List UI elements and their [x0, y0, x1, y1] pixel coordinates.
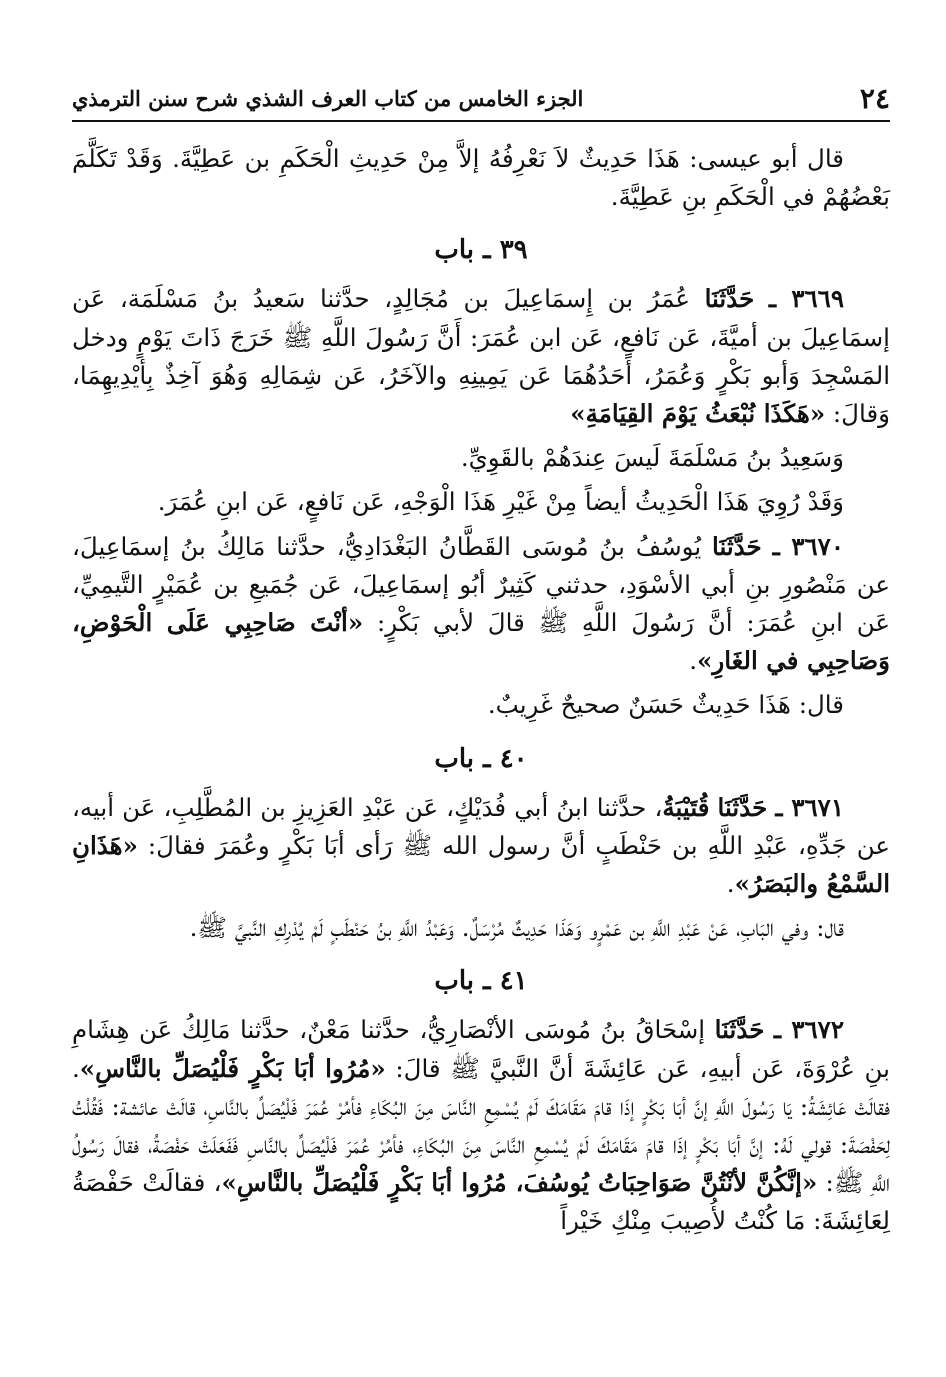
hadith-number: ٣٦٦٩ ـ: [768, 284, 844, 314]
hadith-3670: [72, 528, 890, 681]
hadith-text: عُمَرُ بن إِسمَاعِيلَ بن مُجَالِدٍ، حدَّثنا سَعيدُ بنُ مَسْلَمَة، عَن إسمَاعِيلَ بن أميَّةَ، عَن نَافعٍ، عَن ابن عُمَرَ: أَنَّ رَسُولَ اللَّهِ ﷺ خَرَجَ ذَاتَ يَوْمٍ ودخل المَسْجِدَ وَأبو بَكْرٍ وَعُمَرُ، أحَدُهُمَا عَن يَمِينِهِ والآخَرُ، عَن شِمَالِهِ وَهُوَ آخِذٌ بِأيْدِيهِمَا، وَقالَ:: [72, 284, 890, 429]
hadith-end: .: [726, 869, 735, 899]
haddathana-word: حَدَّثَنَا: [704, 284, 755, 314]
narrator-qutayba: قُتَيْبَةُ: [662, 792, 710, 822]
haddathana-word: حَدَّثَنَا: [714, 1015, 765, 1045]
hadith-end: .: [689, 646, 698, 676]
prophetic-quote: «مُرُوا أبَا بَكْرٍ فَلْيُصَلِّ بالنَّاسِ»: [79, 1053, 386, 1083]
paragraph-narrator-note: وَسَعِيدُ بنُ مَسْلَمَةَ لَيسَ عِندَهُمْ بالقَوِيِّ.: [460, 443, 844, 473]
haddathana-word: حَدَّثَنَا: [712, 531, 762, 561]
paragraph-other-route: وَقَدْ رُوِيَ هَذَا الْحَدِيثُ أيضاً مِنْ غَيْرِ هَذَا الْوَجْهِ، عَن نَافعٍ، عَن ابنِ عُمَرَ.: [157, 487, 844, 517]
page-number: ٢٤: [859, 81, 890, 115]
running-title: الجزء الخامس من كتاب العرف الشذي شرح سنن الترمذي: [72, 85, 584, 111]
hadith-text: إسْحَاقُ بنُ مُوسَى الأنْصَارِيُّ، حدَّثنا مَعْنٌ، حدَّثنا مَالِكُ عَن هِشَامِ بنِ عُرْوَةَ، عَن أبيهِ، عَن عَائِشَةَ أنَّ النَّبيَّ ﷺ قالَ:: [72, 1015, 890, 1083]
prophetic-quote: «هَذَانِ السَّمْعُ والبَصَرُ»: [72, 830, 890, 899]
prophetic-quote: «أنْتَ صَاحِبِي عَلَى الْحَوْضِ، وَصَاحِبِي في الغَارِ»: [72, 608, 890, 676]
prophetic-quote-2: «إنَّكُنَّ لأنْتُنَّ صَوَاحِبَاتُ يُوسُفَ، مُرُوا أبَا بَكْرٍ فَلْيُصَلِّ بالنَّاسِ»: [221, 1168, 818, 1198]
paragraph-abu-isa-comment: قال أبو عيسى: هَذَا حَدِيثٌ لاَ نَعْرِفُهُ إلاَّ مِنْ حَدِيثِ الْحَكَمِ بن عَطِيَّةَ. وَقَدْ تَكَلَّمَ بَعْضُهُمْ في الْحَكَمِ بنِ عَطِيَّةَ.: [72, 144, 890, 212]
hadith-number: ٣٦٧٢ ـ: [773, 1015, 844, 1045]
hadith-3669: [72, 280, 890, 433]
spacer-text: [709, 793, 717, 822]
hadith-3671: [72, 789, 890, 904]
chapter-heading-39: ٣٩ ـ باب: [434, 235, 528, 266]
paragraph-grading: قال: هَذَا حَدِيثٌ حَسَنٌ صحيحٌ غَرِيبٌ.: [487, 690, 844, 720]
hadith-number: ٣٦٧٠ ـ: [772, 531, 844, 561]
hadith-number: ٣٦٧١ ـ: [775, 792, 844, 822]
hadith-text: ، حدَّثنا ابنُ أبي فُدَيْكٍ، عَن عَبْدِ العَزِيزِ بن المُطَّلِبِ، عَن أبيه، عن جَدِّهِ، عَبْدِ اللَّهِ بن حَنْطَبٍ أنَّ رسول الله ﷺ رَأى أبَا بَكْرٍ وعُمَرَ فقالَ:: [72, 792, 890, 860]
hadith-text-tail: ، فقالَتْ حَفْصَةُ لِعَائِشَةَ: مَا كُنْتُ لأُصِيبَ مِنْكِ خَيْراً: [72, 1168, 890, 1236]
prophetic-quote: «هَكَذَا نُبْعَثُ يَوْمَ القِيَامَةِ»: [570, 399, 826, 429]
hadith-text-continued: . فقالَتْ عَائِشَةُ: يَا رَسُولَ اللَّهِ إنَّ أبَا بَكْرٍ إذَا قامَ مَقَامَكَ لَمْ يُسْمِعِ النَّاسَ مِنَ البُكَاءِ فأمُرْ عُمَرَ فَلْيُصَلِّ بالنَّاسِ، قالَتْ عائشة: فَقُلْتُ لِحَفْصَةَ: قولي لَهُ: إنَّ أبَا بَكْرٍ إذَا قامَ مَقَامَكَ لَمْ يُسْمِعِ النَّاسَ مِنَ البُكَاءِ، فأمُرْ عُمَرَ فَلْيُصَلِّ بالنَّاسِ فَفَعَلَتْ حَفْصَةُ، فقالَ رَسُولُ اللَّهِ ﷺ:: [72, 1053, 890, 1198]
chapter-heading-41: ٤١ ـ باب: [434, 966, 528, 997]
page-header: [72, 76, 890, 122]
chapter-heading-40: ٤٠ ـ باب: [434, 743, 528, 774]
page-body: [72, 140, 890, 1241]
hadith-3672: [72, 1011, 890, 1240]
paragraph-mursal-note: قال: وفي البَابِ، عَنْ عَبْدِ اللَّهِ بن عَمْرٍو وَهَذَا حَدِيثٌ مُرْسَلٌ. وَعَبْدُ اللَّهِ بنُ حَنْطَبٍ لَمْ يُدْرِكِ النَّبيَّ ﷺ.: [189, 913, 844, 943]
hadith-text: يُوسُفُ بنُ مُوسَى القَطَّانُ البَغْدَادِيُّ، حدَّثنا مَالِكُ بنُ إسمَاعِيلَ، عن مَنْصُورِ بنِ أبي الأسْوَدِ، حدثني كَثِيرٌ أبُو إسمَاعِيلَ، عَن جُمَيعِ بن عُمَيْرٍ التَّيمِيِّ، عَن ابنِ عُمَرَ: أنَّ رَسُولَ اللَّهِ ﷺ قالَ لأبي بَكْرٍ:: [72, 531, 890, 638]
haddathana-word: حَدَّثَنَا: [717, 792, 768, 822]
